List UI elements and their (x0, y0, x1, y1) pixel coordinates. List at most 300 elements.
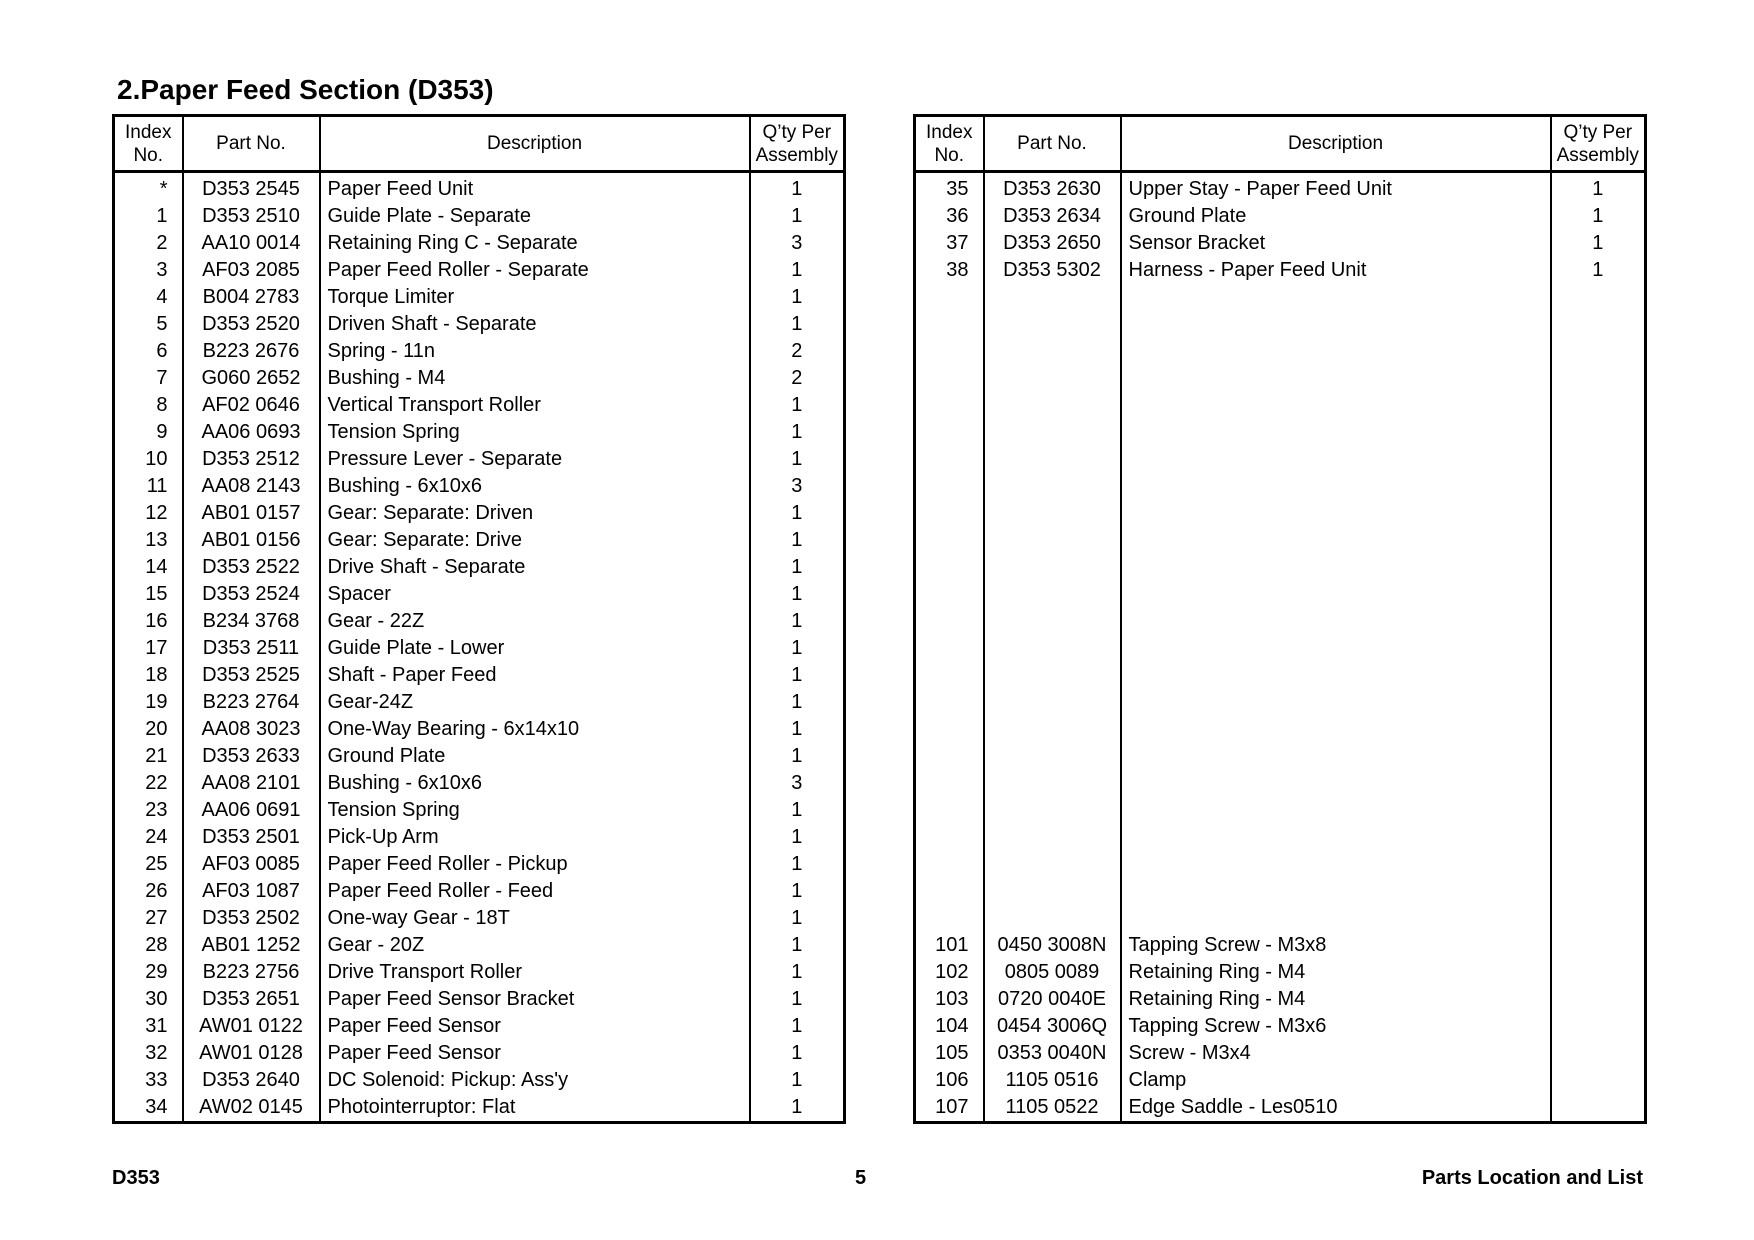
index-no-cell: 28 (114, 932, 183, 959)
part-no-cell: AW01 0128 (183, 1040, 320, 1067)
index-no-cell: 101 (915, 932, 984, 959)
part-no-cell: 1105 0516 (984, 1067, 1121, 1094)
description-cell: Pressure Lever - Separate (320, 446, 750, 473)
part-no-cell (984, 284, 1121, 311)
index-no-cell: 37 (915, 230, 984, 257)
table-row (915, 257, 1646, 284)
table-row (915, 959, 1646, 986)
table-row (114, 419, 845, 446)
index-no-cell (915, 743, 984, 770)
part-no-cell (984, 635, 1121, 662)
index-no-cell: * (114, 172, 183, 204)
qty-cell: 3 (750, 230, 845, 257)
description-cell: Screw - M3x4 (1121, 1040, 1551, 1067)
index-no-cell: 106 (915, 1067, 984, 1094)
index-no-cell: 107 (915, 1094, 984, 1123)
description-cell: Paper Feed Roller - Separate (320, 257, 750, 284)
description-cell (1121, 797, 1551, 824)
description-cell: Spring - 11n (320, 338, 750, 365)
index-no-cell: 103 (915, 986, 984, 1013)
index-no-cell (915, 689, 984, 716)
description-cell: Spacer (320, 581, 750, 608)
qty-cell: 1 (750, 635, 845, 662)
qty-cell (1551, 716, 1646, 743)
qty-cell: 1 (1551, 257, 1646, 284)
description-cell: Paper Feed Roller - Feed (320, 878, 750, 905)
index-no-cell (915, 770, 984, 797)
table-row (114, 581, 845, 608)
qty-cell: 1 (750, 986, 845, 1013)
qty-cell: 1 (750, 608, 845, 635)
qty-cell (1551, 446, 1646, 473)
qty-cell (1551, 986, 1646, 1013)
description-cell (1121, 419, 1551, 446)
table-row (915, 527, 1646, 554)
part-no-cell (984, 770, 1121, 797)
table-row (114, 311, 845, 338)
index-no-cell (915, 311, 984, 338)
qty-cell (1551, 851, 1646, 878)
index-no-cell (915, 284, 984, 311)
description-cell: Gear: Separate: Drive (320, 527, 750, 554)
index-no-cell: 29 (114, 959, 183, 986)
qty-cell: 1 (750, 500, 845, 527)
part-no-cell (984, 527, 1121, 554)
index-no-cell (915, 446, 984, 473)
table-row (114, 338, 845, 365)
description-cell: Driven Shaft - Separate (320, 311, 750, 338)
index-no-cell: 10 (114, 446, 183, 473)
part-no-cell: B223 2676 (183, 338, 320, 365)
qty-cell (1551, 905, 1646, 932)
table-header-row (915, 116, 1646, 172)
qty-cell (1551, 959, 1646, 986)
description-cell: Gear: Separate: Driven (320, 500, 750, 527)
table-row (915, 203, 1646, 230)
part-no-cell: 0720 0040E (984, 986, 1121, 1013)
description-cell (1121, 284, 1551, 311)
description-cell (1121, 770, 1551, 797)
qty-cell (1551, 1067, 1646, 1094)
table-row (915, 878, 1646, 905)
qty-cell: 1 (750, 932, 845, 959)
index-no-cell: 25 (114, 851, 183, 878)
part-no-cell (984, 905, 1121, 932)
part-no-cell (984, 878, 1121, 905)
index-no-cell: 27 (114, 905, 183, 932)
part-no-cell (984, 797, 1121, 824)
qty-cell (1551, 554, 1646, 581)
part-no-cell: 0450 3008N (984, 932, 1121, 959)
index-no-cell: 9 (114, 419, 183, 446)
part-no-cell (984, 716, 1121, 743)
qty-column-header: Q’ty Per Assembly (1551, 116, 1646, 172)
qty-cell (1551, 581, 1646, 608)
table-row (915, 689, 1646, 716)
table-row (915, 338, 1646, 365)
qty-cell: 1 (750, 1067, 845, 1094)
parts-table-right-body (915, 172, 1646, 1123)
qty-cell (1551, 473, 1646, 500)
index-no-cell (915, 851, 984, 878)
part-no-cell: 0454 3006Q (984, 1013, 1121, 1040)
qty-cell (1551, 878, 1646, 905)
description-cell: Guide Plate - Lower (320, 635, 750, 662)
description-cell (1121, 743, 1551, 770)
part-no-cell: D353 2512 (183, 446, 320, 473)
index-no-cell (915, 365, 984, 392)
index-no-cell: 14 (114, 554, 183, 581)
qty-cell: 1 (750, 554, 845, 581)
table-row (114, 986, 845, 1013)
part-no-cell: AA06 0693 (183, 419, 320, 446)
qty-cell: 1 (750, 392, 845, 419)
table-row (114, 1013, 845, 1040)
description-cell (1121, 581, 1551, 608)
table-row (114, 932, 845, 959)
table-row (915, 554, 1646, 581)
qty-column-header: Q’ty Per Assembly (750, 116, 845, 172)
part-no-cell: AB01 0156 (183, 527, 320, 554)
part-no-column-header: Part No. (984, 116, 1121, 172)
part-no-cell: AF02 0646 (183, 392, 320, 419)
table-row (915, 1040, 1646, 1067)
description-cell: Tension Spring (320, 797, 750, 824)
qty-cell (1551, 365, 1646, 392)
parts-table-left (112, 114, 846, 1124)
part-no-cell: AW02 0145 (183, 1094, 320, 1123)
qty-cell: 1 (750, 851, 845, 878)
table-row (114, 743, 845, 770)
description-column-header: Description (1121, 116, 1551, 172)
description-cell (1121, 365, 1551, 392)
table-row (915, 392, 1646, 419)
table-row (915, 851, 1646, 878)
table-row (114, 635, 845, 662)
part-no-cell: D353 2651 (183, 986, 320, 1013)
part-no-cell (984, 824, 1121, 851)
index-no-cell: 36 (915, 203, 984, 230)
qty-cell (1551, 635, 1646, 662)
part-no-cell: D353 2511 (183, 635, 320, 662)
qty-cell (1551, 284, 1646, 311)
table-row (114, 446, 845, 473)
index-no-cell (915, 500, 984, 527)
table-row (114, 230, 845, 257)
index-no-cell: 34 (114, 1094, 183, 1123)
page-title: 2.Paper Feed Section (D353) (117, 74, 494, 105)
description-cell: Paper Feed Roller - Pickup (320, 851, 750, 878)
description-cell (1121, 878, 1551, 905)
description-cell: Clamp (1121, 1067, 1551, 1094)
description-cell: Retaining Ring - M4 (1121, 959, 1551, 986)
index-no-cell: 23 (114, 797, 183, 824)
index-no-cell: 31 (114, 1013, 183, 1040)
index-no-cell: 18 (114, 662, 183, 689)
part-no-cell: AF03 0085 (183, 851, 320, 878)
part-no-cell: D353 2522 (183, 554, 320, 581)
description-cell: DC Solenoid: Pickup: Ass'y (320, 1067, 750, 1094)
description-cell: Sensor Bracket (1121, 230, 1551, 257)
table-row (114, 716, 845, 743)
table-row (915, 446, 1646, 473)
table-row (915, 1094, 1646, 1123)
part-no-cell: D353 2501 (183, 824, 320, 851)
part-no-cell: D353 2520 (183, 311, 320, 338)
qty-cell: 1 (750, 662, 845, 689)
qty-cell: 1 (750, 311, 845, 338)
index-no-cell (915, 797, 984, 824)
qty-cell: 1 (1551, 203, 1646, 230)
table-row (915, 172, 1646, 204)
qty-cell (1551, 608, 1646, 635)
qty-cell (1551, 392, 1646, 419)
description-cell: Ground Plate (320, 743, 750, 770)
qty-cell: 1 (750, 1013, 845, 1040)
qty-cell (1551, 932, 1646, 959)
part-no-cell (984, 473, 1121, 500)
description-cell (1121, 905, 1551, 932)
index-no-cell: 11 (114, 473, 183, 500)
table-row (114, 284, 845, 311)
index-no-cell: 32 (114, 1040, 183, 1067)
table-row (915, 419, 1646, 446)
parts-table-left-body (114, 172, 845, 1123)
index-no-cell: 6 (114, 338, 183, 365)
part-no-cell: D353 5302 (984, 257, 1121, 284)
table-row (915, 1067, 1646, 1094)
index-no-cell: 17 (114, 635, 183, 662)
description-cell (1121, 554, 1551, 581)
qty-cell (1551, 689, 1646, 716)
index-no-cell (915, 338, 984, 365)
description-cell: Paper Feed Sensor (320, 1040, 750, 1067)
description-cell: Gear - 20Z (320, 932, 750, 959)
qty-cell (1551, 824, 1646, 851)
index-no-cell: 8 (114, 392, 183, 419)
qty-cell (1551, 770, 1646, 797)
table-row (114, 257, 845, 284)
footer-page-number: 5 (855, 1167, 867, 1189)
table-row (114, 824, 845, 851)
qty-cell: 3 (750, 770, 845, 797)
part-no-cell (984, 608, 1121, 635)
table-row (915, 662, 1646, 689)
qty-cell (1551, 743, 1646, 770)
description-cell: Paper Feed Sensor (320, 1013, 750, 1040)
description-cell (1121, 662, 1551, 689)
table-row (915, 284, 1646, 311)
table-row (915, 797, 1646, 824)
qty-cell: 1 (750, 581, 845, 608)
description-cell: Drive Shaft - Separate (320, 554, 750, 581)
parts-table-right (913, 114, 1647, 1124)
description-cell: Torque Limiter (320, 284, 750, 311)
description-cell: Bushing - 6x10x6 (320, 770, 750, 797)
table-row (915, 608, 1646, 635)
part-no-cell: AF03 1087 (183, 878, 320, 905)
qty-cell: 1 (750, 527, 845, 554)
table-row (114, 473, 845, 500)
index-no-cell: 5 (114, 311, 183, 338)
description-cell: Paper Feed Unit (320, 172, 750, 204)
qty-cell (1551, 1013, 1646, 1040)
part-no-cell: B223 2756 (183, 959, 320, 986)
description-cell (1121, 635, 1551, 662)
description-cell (1121, 716, 1551, 743)
description-cell (1121, 851, 1551, 878)
footer-section-title: Parts Location and List (1421, 1167, 1643, 1189)
qty-cell: 3 (750, 473, 845, 500)
table-row (114, 500, 845, 527)
qty-cell (1551, 419, 1646, 446)
part-no-cell: D353 2633 (183, 743, 320, 770)
part-no-cell: D353 2630 (984, 172, 1121, 204)
table-row (114, 1040, 845, 1067)
description-cell: Guide Plate - Separate (320, 203, 750, 230)
index-no-cell: 22 (114, 770, 183, 797)
index-no-cell (915, 824, 984, 851)
index-no-cell (915, 392, 984, 419)
index-no-cell (915, 635, 984, 662)
description-cell: Retaining Ring C - Separate (320, 230, 750, 257)
index-no-cell: 3 (114, 257, 183, 284)
description-cell (1121, 500, 1551, 527)
qty-cell: 1 (750, 959, 845, 986)
description-cell (1121, 527, 1551, 554)
index-no-cell (915, 581, 984, 608)
index-no-cell: 38 (915, 257, 984, 284)
qty-cell: 2 (750, 338, 845, 365)
index-no-cell: 26 (114, 878, 183, 905)
part-no-cell: AF03 2085 (183, 257, 320, 284)
index-no-cell: 16 (114, 608, 183, 635)
index-no-cell: 33 (114, 1067, 183, 1094)
description-cell: Gear - 22Z (320, 608, 750, 635)
table-row (915, 311, 1646, 338)
table-row (915, 1013, 1646, 1040)
table-row (915, 824, 1646, 851)
part-no-cell (984, 662, 1121, 689)
part-no-cell (984, 446, 1121, 473)
qty-cell: 1 (750, 1040, 845, 1067)
table-row (114, 662, 845, 689)
index-no-cell (915, 527, 984, 554)
index-no-cell: 7 (114, 365, 183, 392)
part-no-cell (984, 311, 1121, 338)
part-no-cell: AA08 3023 (183, 716, 320, 743)
description-cell (1121, 608, 1551, 635)
qty-cell: 1 (750, 446, 845, 473)
index-no-cell: 12 (114, 500, 183, 527)
table-row (114, 365, 845, 392)
index-column-header: Index No. (114, 116, 183, 172)
qty-cell: 1 (750, 284, 845, 311)
description-cell (1121, 824, 1551, 851)
index-column-header: Index No. (915, 116, 984, 172)
table-row (114, 797, 845, 824)
index-no-cell: 104 (915, 1013, 984, 1040)
description-cell (1121, 689, 1551, 716)
index-no-cell (915, 608, 984, 635)
part-no-cell (984, 851, 1121, 878)
index-no-cell (915, 716, 984, 743)
qty-cell (1551, 797, 1646, 824)
qty-cell: 1 (750, 172, 845, 204)
qty-cell: 1 (750, 824, 845, 851)
description-cell: Tapping Screw - M3x6 (1121, 1013, 1551, 1040)
table-row (915, 635, 1646, 662)
description-cell: Bushing - 6x10x6 (320, 473, 750, 500)
index-no-cell: 30 (114, 986, 183, 1013)
index-no-cell (915, 419, 984, 446)
index-no-cell: 19 (114, 689, 183, 716)
description-cell: Edge Saddle - Les0510 (1121, 1094, 1551, 1123)
description-cell: Paper Feed Sensor Bracket (320, 986, 750, 1013)
description-cell: Vertical Transport Roller (320, 392, 750, 419)
table-row (114, 959, 845, 986)
footer-model-code: D353 (112, 1167, 160, 1189)
part-no-cell: D353 2524 (183, 581, 320, 608)
part-no-cell: AA08 2101 (183, 770, 320, 797)
table-row (114, 1094, 845, 1123)
part-no-cell: B004 2783 (183, 284, 320, 311)
qty-cell (1551, 311, 1646, 338)
table-row (114, 608, 845, 635)
part-no-cell: AA08 2143 (183, 473, 320, 500)
qty-cell: 1 (750, 716, 845, 743)
description-cell: Tension Spring (320, 419, 750, 446)
qty-cell (1551, 338, 1646, 365)
description-cell (1121, 392, 1551, 419)
qty-cell (1551, 500, 1646, 527)
table-row (915, 986, 1646, 1013)
index-no-cell (915, 473, 984, 500)
part-no-cell (984, 554, 1121, 581)
part-no-cell: AA06 0691 (183, 797, 320, 824)
qty-cell: 2 (750, 365, 845, 392)
part-no-cell: B223 2764 (183, 689, 320, 716)
index-no-cell: 24 (114, 824, 183, 851)
description-cell: Shaft - Paper Feed (320, 662, 750, 689)
description-cell: Retaining Ring - M4 (1121, 986, 1551, 1013)
qty-cell: 1 (750, 797, 845, 824)
part-no-cell: AB01 1252 (183, 932, 320, 959)
part-no-cell (984, 365, 1121, 392)
table-row (114, 554, 845, 581)
table-row (114, 527, 845, 554)
qty-cell (1551, 1094, 1646, 1123)
index-no-cell: 2 (114, 230, 183, 257)
qty-cell (1551, 662, 1646, 689)
table-row (915, 365, 1646, 392)
table-header-row (114, 116, 845, 172)
part-no-cell: 0805 0089 (984, 959, 1121, 986)
part-no-cell: AW01 0122 (183, 1013, 320, 1040)
index-no-cell: 35 (915, 172, 984, 204)
index-no-cell: 20 (114, 716, 183, 743)
description-cell (1121, 311, 1551, 338)
table-row (114, 1067, 845, 1094)
index-no-cell: 102 (915, 959, 984, 986)
part-no-cell: D353 2510 (183, 203, 320, 230)
part-no-cell: B234 3768 (183, 608, 320, 635)
index-no-cell (915, 905, 984, 932)
description-cell: Gear-24Z (320, 689, 750, 716)
table-row (114, 905, 845, 932)
table-row (114, 851, 845, 878)
index-no-cell: 15 (114, 581, 183, 608)
